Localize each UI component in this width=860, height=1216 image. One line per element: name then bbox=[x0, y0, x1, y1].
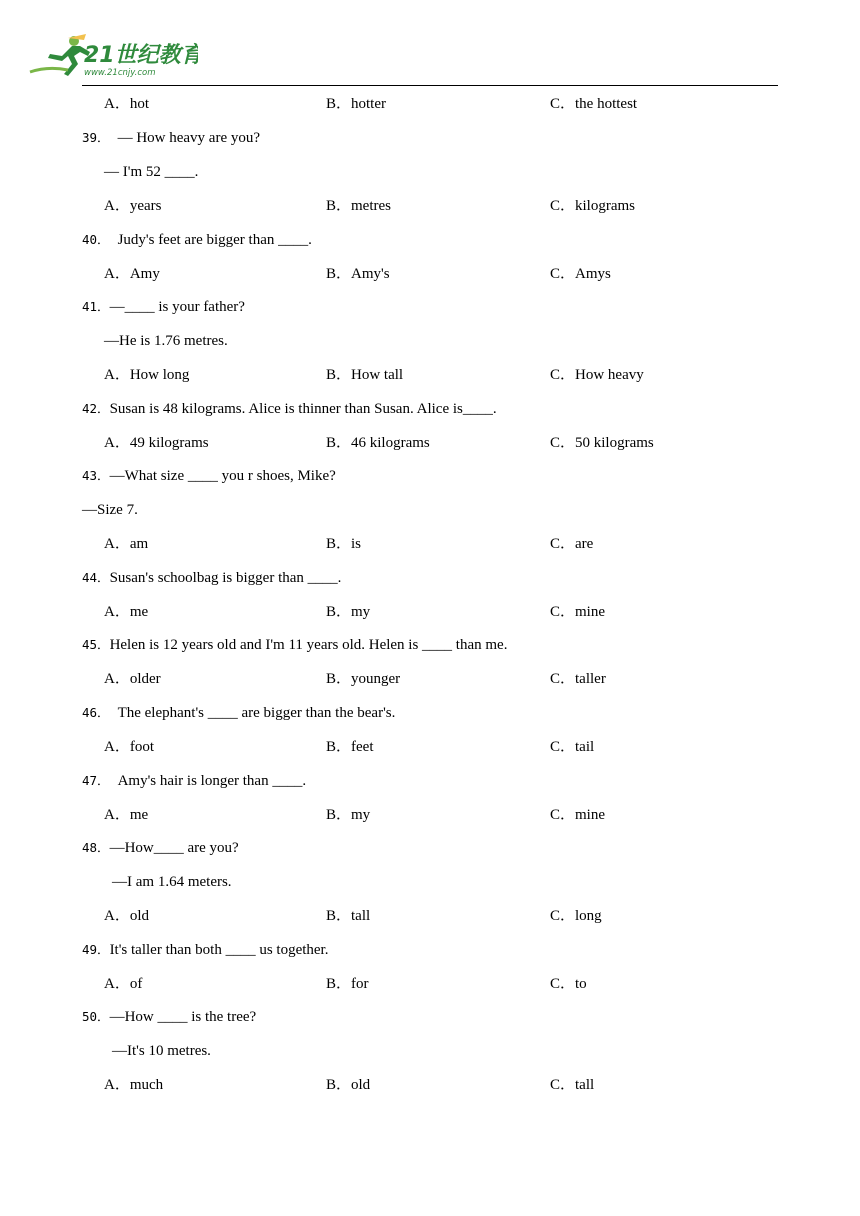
question-number: 48． bbox=[82, 840, 110, 855]
question-number: 39． bbox=[82, 130, 110, 145]
question-text: Helen is 12 years old and I'm 11 years old. Helen is ____ than me. bbox=[109, 637, 508, 653]
option-b: B．How tall bbox=[326, 367, 404, 383]
question-number: 45． bbox=[82, 637, 110, 652]
option-c: C．mine bbox=[550, 807, 605, 823]
question-number: 44． bbox=[82, 570, 110, 585]
question-text: —How ____ is the tree? bbox=[109, 1009, 257, 1025]
question-line bbox=[82, 771, 306, 791]
question-number: 41． bbox=[82, 299, 110, 314]
question-line bbox=[82, 568, 341, 588]
question-number: 42． bbox=[82, 401, 110, 416]
header-rule bbox=[82, 85, 778, 86]
option-a: A．much bbox=[104, 1077, 164, 1093]
logo-title: 21世纪教育 bbox=[84, 43, 198, 68]
option-b: B．Amy's bbox=[326, 266, 390, 282]
logo bbox=[28, 32, 198, 78]
question-text: The elephant's ____ are bigger than the bear's. bbox=[117, 705, 396, 721]
runner-logo-icon bbox=[28, 32, 198, 78]
option-b: B．feet bbox=[326, 739, 374, 755]
option-c: C．mine bbox=[550, 604, 605, 620]
question-line bbox=[82, 297, 245, 317]
option-b: B．my bbox=[326, 807, 371, 823]
option-a: A．me bbox=[104, 604, 149, 620]
question-line bbox=[82, 703, 395, 723]
option-a: A．me bbox=[104, 807, 149, 823]
option-c: C．Amys bbox=[550, 266, 611, 282]
option-c: C．taller bbox=[550, 671, 606, 687]
option-b: B．is bbox=[326, 536, 362, 552]
question-number: 47． bbox=[82, 773, 110, 788]
option-a: A．hot bbox=[104, 96, 150, 112]
option-a: A．of bbox=[104, 976, 143, 992]
option-c: C．tail bbox=[550, 739, 595, 755]
option-a: A．old bbox=[104, 908, 150, 924]
answer-line: —He is 1.76 metres. bbox=[104, 333, 228, 349]
option-a: A．years bbox=[104, 198, 162, 214]
option-a: A．older bbox=[104, 671, 161, 687]
logo-url: www.21cnjy.com bbox=[84, 68, 156, 78]
question-number: 49． bbox=[82, 942, 110, 957]
question-line bbox=[82, 1007, 256, 1027]
question-number: 46． bbox=[82, 705, 110, 720]
question-text: It's taller than both ____ us together. bbox=[109, 942, 329, 958]
option-b: B．for bbox=[326, 976, 369, 992]
question-text: Amy's hair is longer than ____. bbox=[117, 773, 307, 789]
option-a: A．am bbox=[104, 536, 149, 552]
answer-line: —Size 7. bbox=[82, 502, 138, 518]
question-number: 50． bbox=[82, 1009, 110, 1024]
option-b: B．46 kilograms bbox=[326, 435, 430, 451]
question-text: —How____ are you? bbox=[109, 840, 239, 856]
question-text: —What size ____ you r shoes, Mike? bbox=[109, 468, 336, 484]
option-b: B．my bbox=[326, 604, 371, 620]
question-text: Susan's schoolbag is bigger than ____. bbox=[109, 570, 342, 586]
option-b: B．younger bbox=[326, 671, 401, 687]
option-b: B．old bbox=[326, 1077, 371, 1093]
option-b: B．metres bbox=[326, 198, 391, 214]
answer-line: —I am 1.64 meters. bbox=[112, 874, 232, 890]
option-b: B．hotter bbox=[326, 96, 386, 112]
question-line bbox=[82, 838, 239, 858]
question-line bbox=[82, 399, 497, 419]
question-line bbox=[82, 940, 328, 960]
option-c: C．to bbox=[550, 976, 587, 992]
question-number: 40． bbox=[82, 232, 110, 247]
question-line bbox=[82, 466, 336, 486]
option-c: C．the hottest bbox=[550, 96, 638, 112]
option-a: A．Amy bbox=[104, 266, 160, 282]
question-text: —____ is your father? bbox=[109, 299, 245, 315]
option-c: C．long bbox=[550, 908, 602, 924]
answer-line: — I'm 52 ____. bbox=[104, 164, 199, 180]
question-line bbox=[82, 635, 507, 655]
question-line bbox=[82, 128, 260, 148]
option-c: C．tall bbox=[550, 1077, 595, 1093]
option-a: A．foot bbox=[104, 739, 154, 755]
answer-line: —It's 10 metres. bbox=[112, 1043, 211, 1059]
option-b: B．tall bbox=[326, 908, 371, 924]
option-c: C．are bbox=[550, 536, 594, 552]
option-c: C．How heavy bbox=[550, 367, 644, 383]
option-c: C．50 kilograms bbox=[550, 435, 654, 451]
question-text: Susan is 48 kilograms. Alice is thinner than Susan. Alice is____. bbox=[109, 401, 497, 417]
question-line bbox=[82, 230, 312, 250]
option-a: A．How long bbox=[104, 367, 190, 383]
option-c: C．kilograms bbox=[550, 198, 635, 214]
option-a: A．49 kilograms bbox=[104, 435, 209, 451]
question-number: 43． bbox=[82, 468, 110, 483]
question-text: Judy's feet are bigger than ____. bbox=[117, 232, 312, 248]
question-text: — How heavy are you? bbox=[117, 130, 261, 146]
